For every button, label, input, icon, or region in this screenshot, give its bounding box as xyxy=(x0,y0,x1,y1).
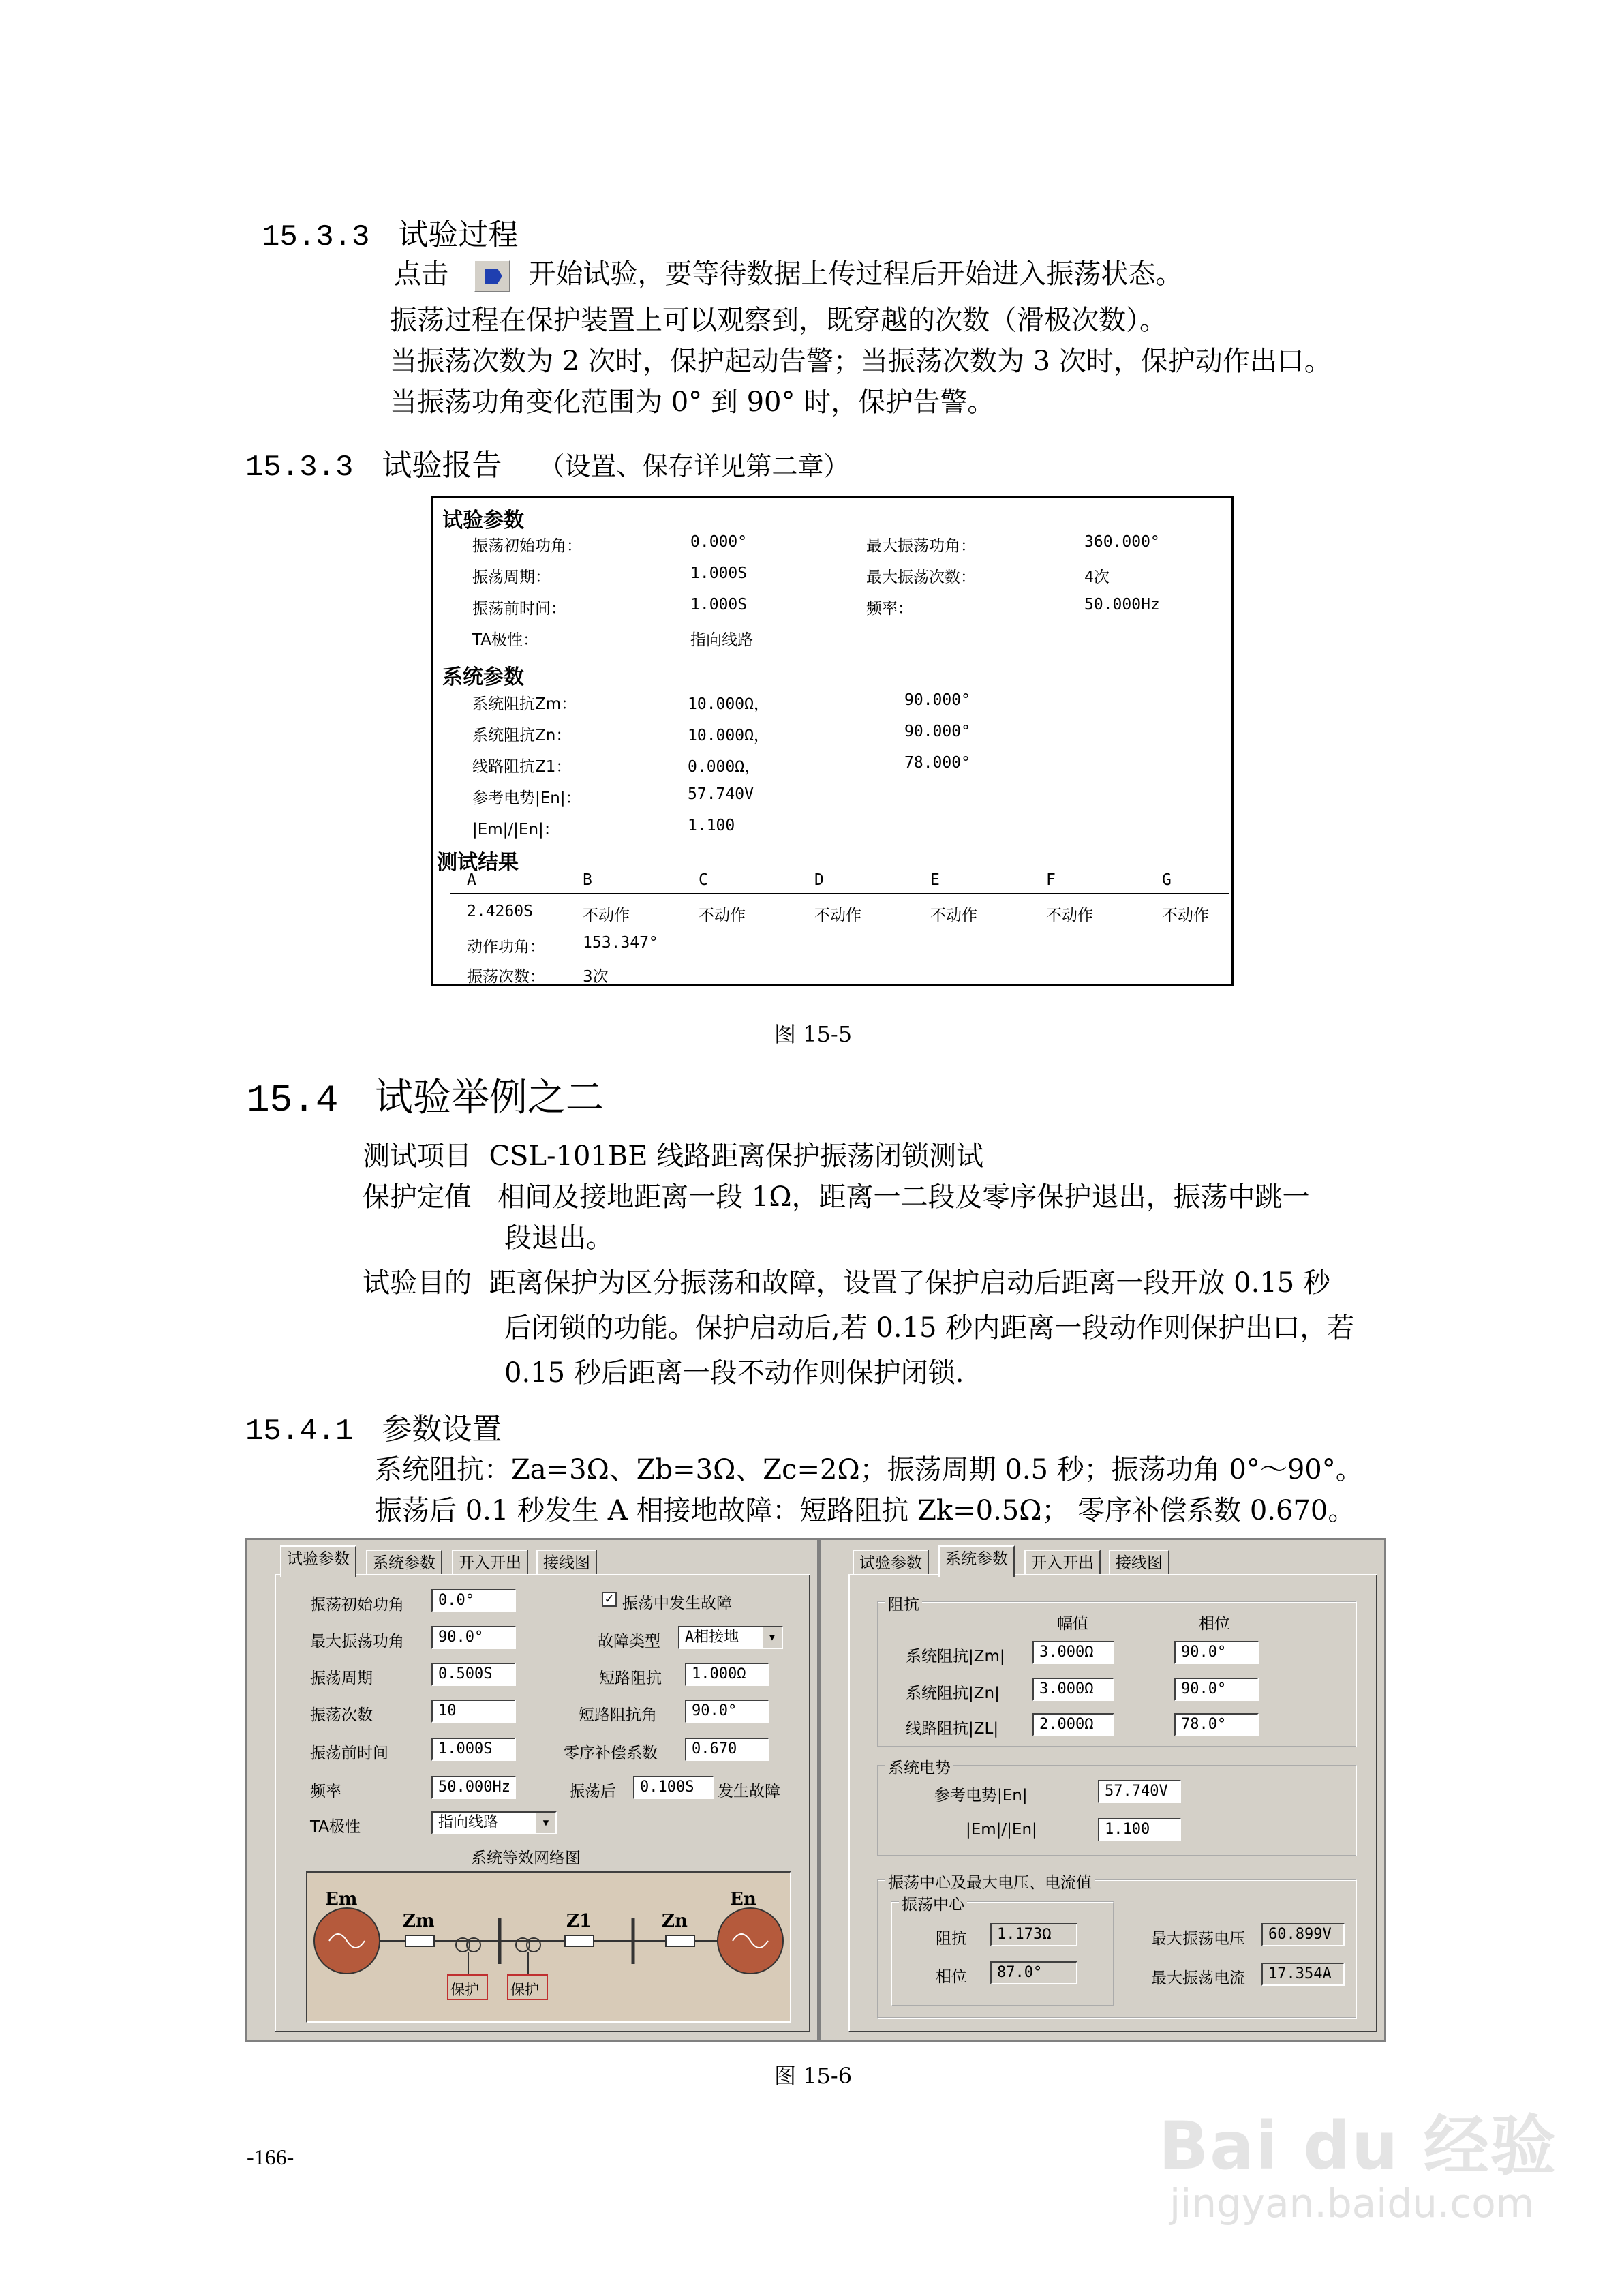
column-header: 幅值 xyxy=(1057,1615,1088,1633)
field-label: 短路阻抗角 xyxy=(579,1706,657,1724)
field-label: 振荡初始功角 xyxy=(310,1596,404,1614)
pre-time-input[interactable]: 1.000S xyxy=(431,1738,516,1761)
group-title: 振荡中心及最大电压、电流值 xyxy=(885,1870,1095,1892)
tab-io[interactable]: 开入开出 xyxy=(1024,1550,1101,1575)
item-value-cont: 后闭锁的功能。保护启动后,若 0.15 秒内距离一段动作则保护出口，若 xyxy=(504,1312,1355,1344)
test-item xyxy=(363,1136,983,1177)
group-title: 阻抗 xyxy=(885,1592,922,1614)
group-title: 振荡中心 xyxy=(899,1892,967,1914)
tab-system-params[interactable]: 系统参数 xyxy=(938,1545,1015,1577)
report-label: 系统阻抗Zn： xyxy=(472,727,572,744)
z1-label: Z1 xyxy=(566,1911,592,1931)
report-value: 90.000° xyxy=(904,691,970,709)
report-value: 90.000° xyxy=(904,723,970,740)
frequency-input[interactable]: 50.000Hz xyxy=(431,1776,516,1799)
tab-wiring[interactable]: 接线图 xyxy=(1109,1550,1169,1575)
impedance-group xyxy=(877,1596,1357,1747)
paragraph-count: 当振荡次数为 2 次时，保护起动告警；当振荡次数为 3 次时，保护动作出口。 xyxy=(390,346,1332,377)
report-value: 10.000Ω， xyxy=(688,695,769,713)
tab-io[interactable]: 开入开出 xyxy=(452,1550,528,1575)
result-column-header: B xyxy=(583,871,592,889)
item-key: 保护定值 xyxy=(363,1181,472,1213)
field-label: 相位 xyxy=(936,1968,967,1986)
zn-label: Zn xyxy=(662,1911,688,1931)
ref-emf-input[interactable]: 57.740V xyxy=(1098,1780,1181,1803)
field-label: 振荡后 xyxy=(569,1783,616,1800)
section-heading-report xyxy=(245,440,849,485)
report-label: 振荡周期： xyxy=(472,569,551,586)
ta-polarity-value: 指向线路 xyxy=(438,1814,499,1831)
zl-phase-input[interactable]: 78.0° xyxy=(1174,1713,1259,1736)
report-value: 4次 xyxy=(1084,569,1110,586)
short-angle-input[interactable]: 90.0° xyxy=(685,1700,769,1723)
watermark-logo: Bai du 经验 xyxy=(1159,2108,1557,2184)
section-number: 15.3.3 xyxy=(245,451,354,485)
figure-caption: 图 15-6 xyxy=(774,2063,853,2089)
center-phase-value: 87.0° xyxy=(990,1961,1077,1984)
item-value: 相间及接地距离一段 1Ω，距离一二段及零序保护退出，振荡中跳一 xyxy=(498,1181,1310,1213)
report-label: 系统阻抗Zm： xyxy=(472,695,577,713)
report-label: 最大振荡功角： xyxy=(866,537,976,555)
max-angle-input[interactable]: 90.0° xyxy=(431,1626,516,1649)
result-column-header: C xyxy=(699,871,708,889)
report-label: 频率： xyxy=(866,600,913,618)
test-purpose xyxy=(363,1263,1330,1303)
zm-amplitude-input[interactable]: 3.000Ω xyxy=(1032,1641,1114,1664)
field-label: 故障类型 xyxy=(598,1633,660,1650)
report-label: TA极性： xyxy=(472,631,538,649)
field-label: 系统阻抗|Zn| xyxy=(906,1685,1000,1702)
report-section-params: 试验参数 xyxy=(442,509,524,532)
report-value: 360.000° xyxy=(1084,533,1160,551)
section-number: 15.4.1 xyxy=(245,1415,354,1449)
center-impedance-value: 1.173Ω xyxy=(990,1923,1077,1946)
column-header: 相位 xyxy=(1199,1615,1230,1633)
ta-polarity-select[interactable] xyxy=(431,1811,557,1834)
chevron-down-icon[interactable]: ▼ xyxy=(761,1627,782,1648)
system-parameters-window xyxy=(819,1538,1386,2042)
report-value: 1.000S xyxy=(690,596,748,614)
section-number: 15.4 xyxy=(247,1078,339,1122)
count-input[interactable]: 10 xyxy=(431,1700,516,1723)
report-value: 57.740V xyxy=(688,785,754,803)
paragraph-oscillation: 振荡过程在保护装置上可以观察到，既穿越的次数（滑极次数）。 xyxy=(390,305,1167,336)
period-input[interactable]: 0.500S xyxy=(431,1663,516,1686)
report-value: 78.000° xyxy=(904,754,970,772)
protection-setting xyxy=(363,1177,1309,1218)
report-section-results: 测试结果 xyxy=(437,851,519,875)
field-label: TA极性 xyxy=(310,1818,361,1836)
result-column-header: D xyxy=(814,871,824,889)
paragraph-start xyxy=(394,254,1182,294)
test-parameters-window xyxy=(245,1538,819,2042)
zm-phase-input[interactable]: 90.0° xyxy=(1174,1641,1259,1664)
fault-during-oscillation-checkbox[interactable]: ✓ xyxy=(602,1592,617,1607)
field-label: 发生故障 xyxy=(718,1783,780,1800)
section-note: （设置、保存详见第二章） xyxy=(538,451,850,481)
report-value: 指向线路 xyxy=(690,631,753,649)
section-heading-15-4-1 xyxy=(245,1404,502,1449)
zl-amplitude-input[interactable]: 2.000Ω xyxy=(1032,1713,1114,1736)
field-label: |Em|/|En| xyxy=(966,1821,1037,1839)
report-value: 50.000Hz xyxy=(1084,596,1160,614)
result-column-header: G xyxy=(1162,871,1172,889)
start-test-icon[interactable] xyxy=(474,260,510,292)
tab-test-params[interactable]: 试验参数 xyxy=(853,1550,929,1575)
test-report-figure xyxy=(431,496,1234,986)
report-value: 0.000° xyxy=(690,533,748,551)
max-current-value: 17.354A xyxy=(1261,1963,1345,1986)
text-start-description: 开始试验，要等待数据上传过程后开始进入振荡状态。 xyxy=(528,258,1183,290)
result-column-header: F xyxy=(1046,871,1056,889)
after-oscillation-time-input[interactable]: 0.100S xyxy=(633,1776,714,1799)
figure-caption: 图 15-5 xyxy=(774,1021,853,1047)
fault-type-select[interactable] xyxy=(678,1626,783,1649)
report-value: 0.000Ω， xyxy=(688,758,761,776)
chevron-down-icon[interactable]: ▼ xyxy=(535,1813,555,1833)
oscillation-center-subgroup xyxy=(891,1896,1114,2006)
watermark-url: jingyan.baidu.com xyxy=(1169,2180,1535,2226)
report-label: |Em|/|En|： xyxy=(472,821,560,839)
field-label: 频率 xyxy=(310,1783,341,1800)
system-emf-group xyxy=(877,1759,1357,1856)
text-click: 点击 xyxy=(394,258,448,290)
field-label: 最大振荡电流 xyxy=(1151,1969,1245,1987)
report-value: 10.000Ω， xyxy=(688,727,769,744)
report-value: 3次 xyxy=(583,968,609,986)
tab-wiring[interactable]: 接线图 xyxy=(536,1550,597,1575)
param-line-1: 系统阻抗：Za=3Ω、Zb=3Ω、Zc=2Ω；振荡周期 0.5 秒；振荡功角 0°～90°。 xyxy=(375,1454,1363,1485)
page-number: -166- xyxy=(247,2145,294,2169)
report-value: 1.100 xyxy=(688,817,735,834)
section-title: 试验过程 xyxy=(398,217,519,252)
field-label: 最大振荡功角 xyxy=(310,1633,404,1650)
network-diagram xyxy=(306,1871,791,2023)
field-label: 阻抗 xyxy=(936,1930,967,1948)
protection-label: 保护 xyxy=(510,1982,539,1998)
result-column-header: E xyxy=(930,871,940,889)
result-value: 不动作 xyxy=(1046,907,1093,924)
report-label: 动作功角： xyxy=(467,938,545,956)
em-label: Em xyxy=(325,1889,358,1909)
zero-seq-comp-input[interactable]: 0.670 xyxy=(685,1738,769,1761)
en-label: En xyxy=(730,1889,756,1909)
results-divider xyxy=(450,893,1229,894)
result-column-header: A xyxy=(467,871,476,889)
report-value: 1.000S xyxy=(690,564,748,582)
param-line-2: 振荡后 0.1 秒发生 A 相接地故障：短路阻抗 Zk=0.5Ω； 零序补偿系数 0.670。 xyxy=(375,1495,1356,1526)
emf-ratio-input[interactable]: 1.100 xyxy=(1098,1818,1181,1841)
initial-angle-input[interactable]: 0.0° xyxy=(431,1589,516,1612)
result-value: 不动作 xyxy=(1162,907,1209,924)
report-section-system: 系统参数 xyxy=(442,665,524,689)
max-voltage-value: 60.899V xyxy=(1261,1923,1345,1946)
result-value: 不动作 xyxy=(930,907,977,924)
result-value: 不动作 xyxy=(699,907,746,924)
oscillation-center-group xyxy=(877,1874,1357,2019)
section-number: 15.3.3 xyxy=(262,220,370,254)
zn-phase-input[interactable]: 90.0° xyxy=(1174,1678,1259,1701)
network-diagram-title: 系统等效网络图 xyxy=(471,1849,581,1867)
field-label: 参考电势|En| xyxy=(934,1787,1028,1804)
field-label: 线路阻抗|ZL| xyxy=(906,1720,999,1738)
section-heading-15-4 xyxy=(247,1068,604,1122)
item-value: CSL-101BE 线路距离保护振荡闭锁测试 xyxy=(489,1141,984,1172)
report-label: 最大振荡次数： xyxy=(866,569,976,586)
paragraph-angle: 当振荡功角变化范围为 0° 到 90° 时，保护告警。 xyxy=(390,387,995,418)
report-label: 振荡次数： xyxy=(467,968,545,986)
report-label: 参考电势|En|： xyxy=(472,789,581,807)
report-value: 153.347° xyxy=(583,934,658,952)
section-title: 试验举例之二 xyxy=(374,1076,604,1120)
checkbox-label: 振荡中发生故障 xyxy=(622,1595,732,1612)
field-label: 振荡周期 xyxy=(310,1670,373,1687)
report-label: 振荡初始功角： xyxy=(472,537,582,555)
item-value-cont: 0.15 秒后距离一段不动作则保护闭锁. xyxy=(504,1357,964,1389)
protection-label: 保护 xyxy=(450,1982,479,1998)
field-label: 短路阻抗 xyxy=(599,1670,662,1687)
field-label: 系统阻抗|Zm| xyxy=(906,1648,1005,1665)
item-key: 测试项目 xyxy=(363,1141,472,1172)
section-heading-15-3-3 xyxy=(262,210,518,254)
tab-system-params[interactable]: 系统参数 xyxy=(366,1550,442,1575)
section-title: 参数设置 xyxy=(382,1412,502,1447)
item-value: 距离保护为区分振荡和故障，设置了保护启动后距离一段开放 0.15 秒 xyxy=(489,1267,1330,1299)
result-value: 不动作 xyxy=(583,907,630,924)
result-value: 2.4260S xyxy=(467,903,533,920)
field-label: 振荡前时间 xyxy=(310,1744,388,1762)
report-label: 振荡前时间： xyxy=(472,600,566,618)
field-label: 最大振荡电压 xyxy=(1151,1930,1245,1948)
group-title: 系统电势 xyxy=(885,1755,953,1778)
tab-test-params[interactable]: 试验参数 xyxy=(280,1545,356,1577)
section-title: 试验报告 xyxy=(382,448,502,483)
result-value: 不动作 xyxy=(814,907,861,924)
short-impedance-input[interactable]: 1.000Ω xyxy=(685,1663,769,1686)
fault-type-value: A相接地 xyxy=(685,1629,739,1646)
field-label: 振荡次数 xyxy=(310,1706,373,1724)
zn-amplitude-input[interactable]: 3.000Ω xyxy=(1032,1678,1114,1701)
field-label: 零序补偿系数 xyxy=(564,1744,658,1762)
item-key: 试验目的 xyxy=(363,1267,472,1299)
item-value-cont: 段退出。 xyxy=(504,1222,613,1254)
zm-label: Zm xyxy=(403,1911,435,1931)
report-label: 线路阻抗Z1： xyxy=(472,758,572,776)
